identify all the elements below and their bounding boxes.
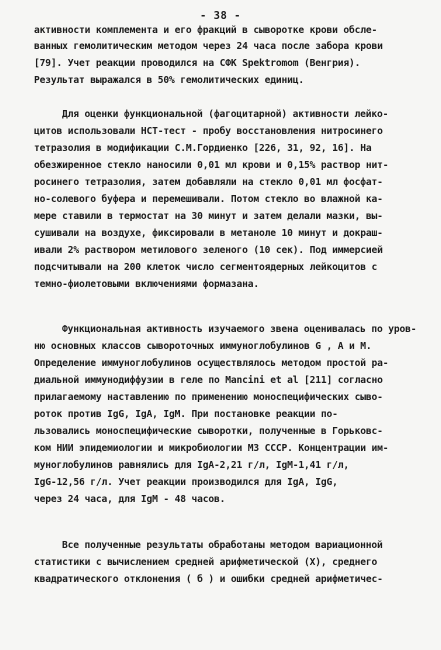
- text-line: муноглобулинов равнялись для IgA-2,21 г/л, IgM-1,41 г/л,: [34, 460, 350, 471]
- text-line: через 24 часа, для IgM - 48 часов.: [34, 494, 226, 505]
- text-line-indented: Для оценки функциональной (фагоцитарной) активности лейко-: [62, 109, 389, 120]
- text-line: IgG-12,56 г/л. Учет реакции производился для IgA, IgG,: [34, 477, 338, 488]
- text-line: ню основных классов сывороточных иммуноглобулинов G , A и M.: [34, 341, 372, 352]
- text-line: подсчитывали на 200 клеток число сегментоядерных лейкоцитов с: [34, 262, 378, 273]
- text-line-indented: Функциональная активность изучаемого звена оценивалась по уров-: [62, 324, 417, 335]
- text-line: цитов использовали НСТ-тест - пробу восстановления нитросинего: [34, 126, 383, 137]
- text-line: сушивали на воздухе, фиксировали в метаноле 10 минут и докраш-: [34, 228, 383, 239]
- text-line: Результат выражался в 50% гемолитических единиц.: [34, 75, 305, 86]
- text-line: статистики с вычислением средней арифметической (X), среднего: [34, 557, 378, 568]
- text-line: квадратического отклонения ( б ) и ошибки средней арифметичес-: [34, 574, 383, 585]
- text-line: льзовались моноспецифические сыворотки, полученные в Горьковс-: [34, 426, 383, 437]
- text-line: но-солевого буфера и перемешивали. Потом стекло во влажной ка-: [34, 194, 383, 205]
- text-line: ком НИИ эпидемиологии и микробиологии МЗ СССР. Концентрации им-: [34, 443, 389, 454]
- text-line: росинего тетразолия, затем добавляли на стекло 0,01 мл фосфат-: [34, 177, 383, 188]
- text-line: ивали 2% раствором метилового зеленого (10 сек). Под иммерсией: [34, 245, 383, 256]
- text-line: мере ставили в термостат на 30 минут и затем делали мазки, вы-: [34, 211, 383, 222]
- page-number: - 38 -: [200, 10, 241, 22]
- text-line: [79]. Учет реакции проводился на СФК Spektromom (Венгрия).: [34, 58, 361, 69]
- text-line: диальной иммунодиффузии в геле по Mancini et al [211] согласно: [34, 375, 383, 386]
- text-line: ванных гемолитическим методом через 24 часа после забора крови: [34, 41, 383, 52]
- text-line: темно-фиолетовыми включениями формазана.: [34, 279, 260, 290]
- text-line: роток против IgG, IgA, IgM. При постановке реакции по-: [34, 409, 338, 420]
- text-line-indented: Все полученные результаты обработаны методом вариационной: [62, 540, 383, 551]
- text-line: обезжиренное стекло наносили 0,01 мл крови и 0,15% раствор нит-: [34, 160, 389, 171]
- text-line: прилагаемому наставлению по применению моноспецифических сыво-: [34, 392, 383, 403]
- text-line: активности комплемента и его фракций в сыворотке крови обсле-: [34, 25, 378, 36]
- text-line: тетразолия в модификации С.М.Гордиенко [226, 31, 92, 16]. На: [34, 143, 372, 154]
- text-line: Определение иммуноглобулинов осуществлялось методом простой ра-: [34, 358, 389, 369]
